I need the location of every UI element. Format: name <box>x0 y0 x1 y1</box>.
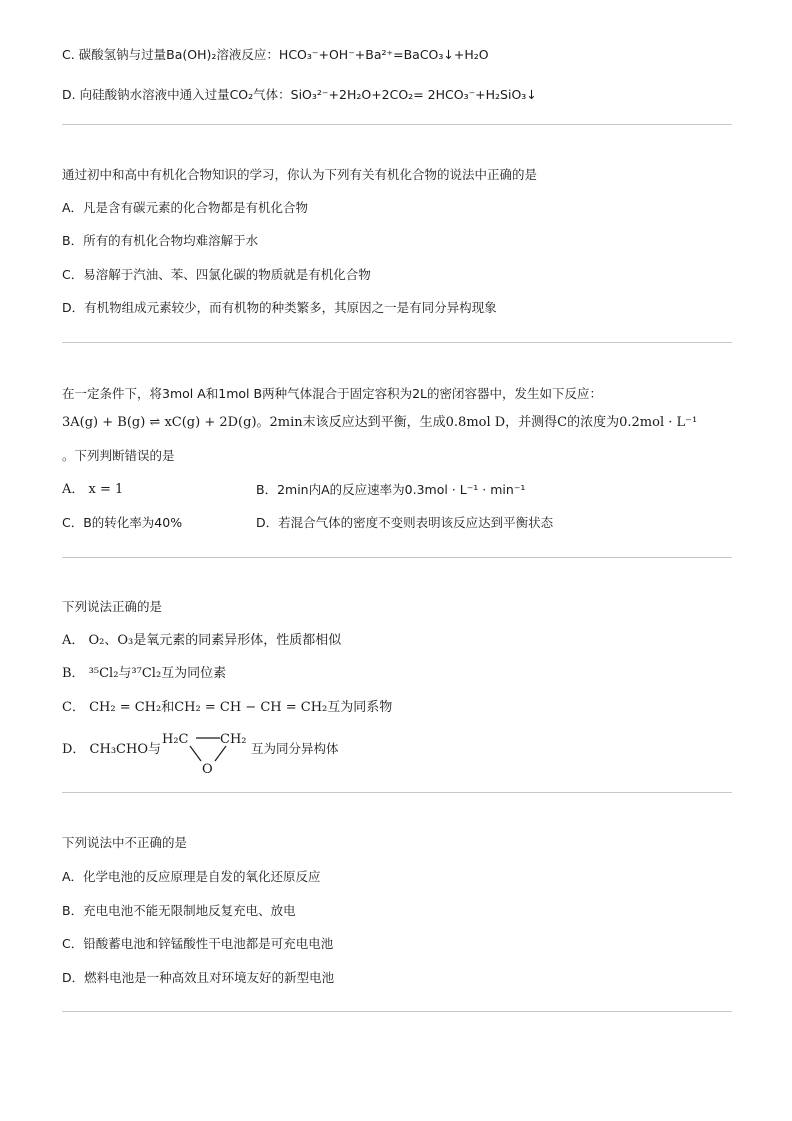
q3-option-a[interactable]: A． O₂、O₃是氧元素的同素异形体，性质都相似 <box>62 633 342 648</box>
q1-option-b[interactable]: B．所有的有机化合物均难溶解于水 <box>62 233 259 248</box>
divider <box>62 557 732 558</box>
q2-option-b[interactable]: B．2min内A的反应速率为0.3mol · L⁻¹ · min⁻¹ <box>256 482 526 497</box>
q3-option-d-prefix: D． CH₃CHO与 <box>62 742 161 757</box>
q1-option-c[interactable]: C．易溶解于汽油、苯、四氯化碳的物质就是有机化合物 <box>62 267 371 282</box>
q4-option-c[interactable]: C．铅酸蓄电池和锌锰酸性干电池都是可充电电池 <box>62 936 334 951</box>
divider <box>62 792 732 793</box>
epoxide-structure <box>160 727 254 775</box>
q1-option-d[interactable]: D．有机物组成元素较少，而有机物的种类繁多，其原因之一是有同分异构现象 <box>62 300 497 315</box>
q3-option-b[interactable]: B． ³⁵Cl₂与³⁷Cl₂互为同位素 <box>62 666 227 681</box>
q3-stem: 下列说法正确的是 <box>62 599 163 614</box>
ring-oxygen-label: O <box>202 762 213 775</box>
q1-option-a[interactable]: A．凡是含有碳元素的化合物都是有机化合物 <box>62 200 309 215</box>
option-d-top[interactable]: D. 向硅酸钠水溶液中通入过量CO₂气体：SiO₃²⁻+2H₂O+2CO₂= 2HCO₃⁻+H₂SiO₃↓ <box>62 87 537 102</box>
q2-option-a[interactable]: A． x = 1 <box>62 482 124 497</box>
divider <box>62 124 732 125</box>
q3-option-d-suffix: 互为同分异构体 <box>251 741 339 756</box>
q2-stem-line1: 在一定条件下，将3mol A和1mol B两种气体混合于固定容积为2L的密闭容器中，发生如下反应： <box>62 386 602 401</box>
ring-left-label: H₂C <box>162 732 189 747</box>
q2-option-c[interactable]: C．B的转化率为40% <box>62 515 183 530</box>
divider <box>62 1011 732 1012</box>
option-c-top[interactable]: C. 碳酸氢钠与过量Ba(OH)₂溶液反应：HCO₃⁻+OH⁻+Ba²⁺=BaCO₃↓+H₂O <box>62 47 489 62</box>
q2-stem-line3: 。下列判断错误的是 <box>62 448 175 463</box>
q4-option-d[interactable]: D．燃料电池是一种高效且对环境友好的新型电池 <box>62 970 335 985</box>
q2-option-d[interactable]: D．若混合气体的密度不变则表明该反应达到平衡状态 <box>256 515 554 530</box>
q4-option-b[interactable]: B．充电电池不能无限制地反复充电、放电 <box>62 903 296 918</box>
q2-stem-line2: 3A(g) + B(g) ⇌ xC(g) + 2D(g)。2min末该反应达到平衡，生成0.8mol D，并测得C的浓度为0.2mol · L⁻¹ <box>62 415 698 430</box>
ring-bond-right <box>215 746 226 761</box>
ring-bond-left <box>190 746 201 761</box>
divider <box>62 342 732 343</box>
q4-stem: 下列说法中不正确的是 <box>62 835 188 850</box>
q4-option-a[interactable]: A．化学电池的反应原理是自发的氧化还原反应 <box>62 869 321 884</box>
ring-right-label: CH₂ <box>220 732 247 747</box>
q1-stem: 通过初中和高中有机化合物知识的学习，你认为下列有关有机化合物的说法中正确的是 <box>62 167 538 182</box>
q3-option-c[interactable]: C． CH₂ = CH₂和CH₂ = CH − CH = CH₂互为同系物 <box>62 700 393 715</box>
